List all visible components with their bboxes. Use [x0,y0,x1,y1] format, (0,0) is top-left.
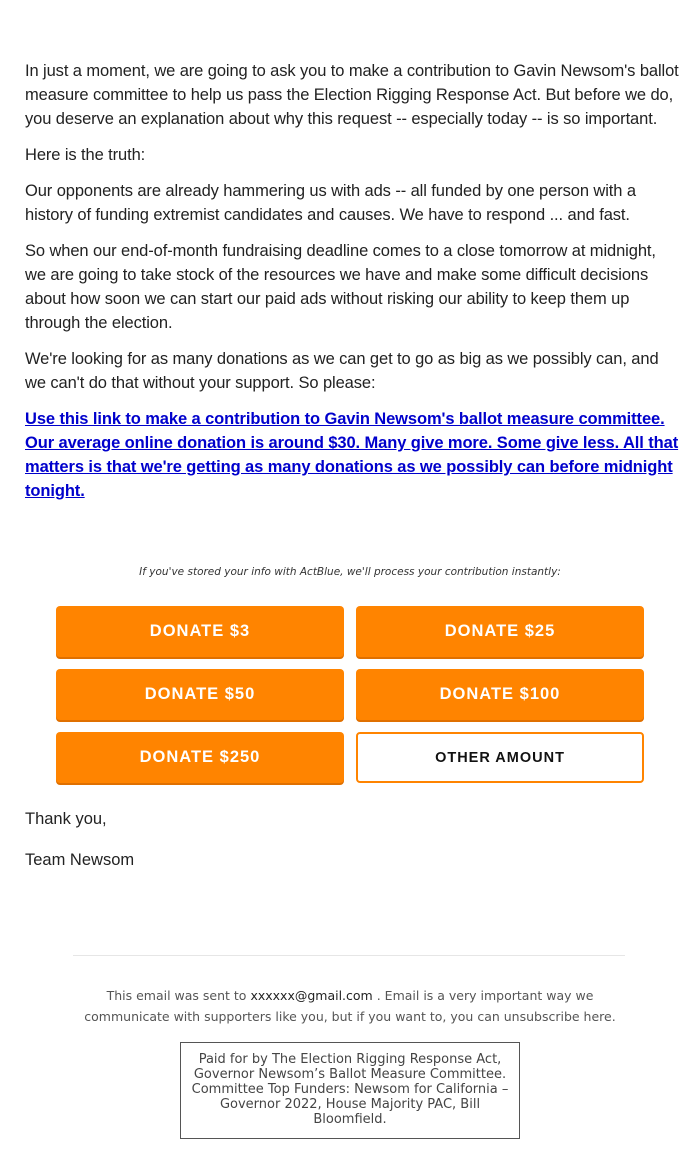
contribution-link[interactable]: Use this link to make a contribution to Gavin Newsom's ballot measure committee. Our average online donation is around $30. Many give more. Some give less. All that matters is that we're getting as many donations as we possibly can before midnight tonight. [25,410,679,500]
footer-text [0,985,700,1027]
footer-line-1-suffix: . Email is a very important way we [376,988,594,1003]
unsubscribe-line[interactable]: communicate with supporters like you, but if you want to, you can unsubscribe here. [84,1009,616,1024]
opponents-paragraph: Our opponents are already hammering us with ads -- all funded by one person with a history of funding extremist candidates and causes. We have to respond ... and fast. [25,182,636,224]
footer-line-1 [0,985,700,1006]
deadline-paragraph: So when our end-of-month fundraising deadline comes to a close tomorrow at midnight, we are going to take stock of the resources we have and make some difficult decisions about how soon we can start our paid ads without risking our ability to keep them up through the election. [25,242,656,332]
donate-25-button[interactable]: DONATE $25 [356,606,644,657]
support-paragraph: We're looking for as many donations as we can get to go as big as we possibly can, and we can't do that without your support. So please: [25,350,659,392]
donate-100-button[interactable]: DONATE $100 [356,669,644,720]
donate-50-button[interactable]: DONATE $50 [56,669,344,720]
email-body [25,59,680,503]
thank-you-text: Thank you, [25,810,107,828]
donate-3-button[interactable]: DONATE $3 [56,606,344,657]
sent-to-label: This email was sent to [106,988,247,1003]
intro-paragraph: In just a moment, we are going to ask you to make a contribution to Gavin Newsom's ballot measure committee to help us pass the Election Rigging Response Act. But before we do, you deserve an explanation about why this request -- especially today -- is so important. [25,62,679,128]
donate-250-button[interactable]: DONATE $250 [56,732,344,783]
team-signature: Team Newsom [25,851,135,869]
actblue-note: If you've stored your info with ActBlue, we'll process your contribution instantly: [139,566,561,578]
truth-paragraph: Here is the truth: [25,146,146,164]
footer-divider [73,955,625,956]
paid-for-disclaimer: Paid for by The Election Rigging Response Act, Governor Newsom’s Ballot Measure Committee. Committee Top Funders: Newsom for California – Governor 2022, House Majority PAC, Bill Bloomfield. [180,1042,520,1139]
other-amount-button[interactable]: OTHER AMOUNT [356,732,644,783]
recipient-email: xxxxxx@gmail.com [250,988,373,1003]
